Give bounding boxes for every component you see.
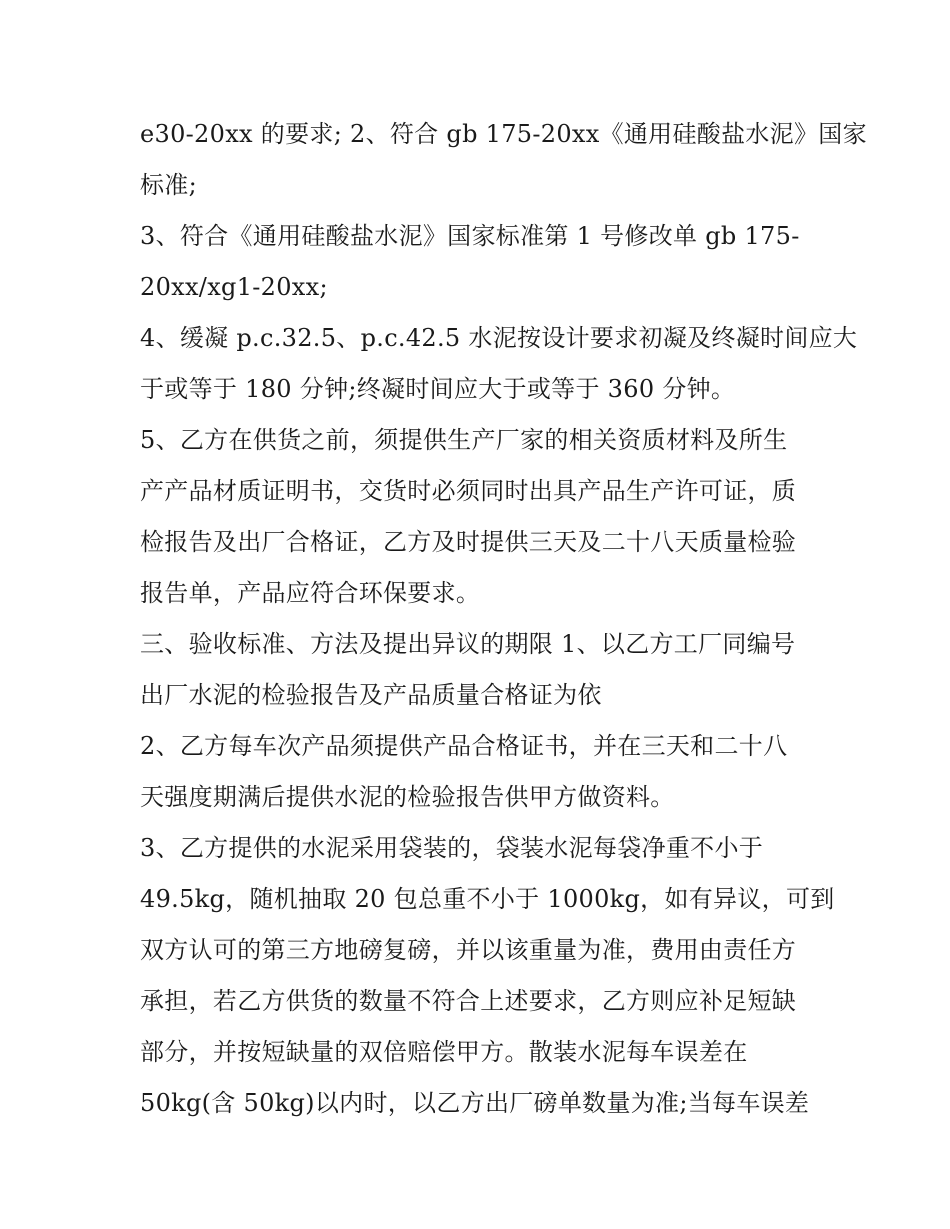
text-line: 产产品材质证明书，交货时必须同时出具产品生产许可证，质 — [140, 477, 797, 505]
text-line: 5、乙方在供货之前，须提供生产厂家的相关资质材料及所生 — [140, 426, 788, 454]
text-line: 三、验收标准、方法及提出异议的期限 1、以乙方工厂同编号 — [140, 630, 796, 658]
text-line: 标准; — [140, 171, 197, 199]
text-line: 2、乙方每车次产品须提供产品合格证书，并在三天和二十八 — [140, 732, 788, 760]
text-line: 天强度期满后提供水泥的检验报告供甲方做资料。 — [140, 783, 675, 811]
text-line: 3、符合《通用硅酸盐水泥》国家标准第 1 号修改单 gb 175- — [140, 222, 800, 250]
text-line: 检报告及出厂合格证，乙方及时提供三天及二十八天质量检验 — [140, 528, 797, 556]
text-line: e30-20xx 的要求; 2、符合 gb 175-20xx《通用硅酸盐水泥》国家 — [140, 120, 867, 148]
document-body — [140, 109, 867, 1129]
text-line: 3、乙方提供的水泥采用袋装的，袋装水泥每袋净重不小于 — [140, 834, 764, 862]
text-line: 4、缓凝 p.c.32.5、p.c.42.5 水泥按设计要求初凝及终凝时间应大 — [140, 324, 858, 352]
text-line: 报告单，产品应符合环保要求。 — [140, 579, 481, 607]
text-line: 出厂水泥的检验报告及产品质量合格证为依 — [140, 681, 602, 709]
text-line: 部分，并按短缺量的双倍赔偿甲方。散装水泥每车误差在 — [140, 1038, 748, 1066]
text-line: 49.5kg，随机抽取 20 包总重不小于 1000kg，如有异议，可到 — [140, 885, 835, 913]
text-line: 双方认可的第三方地磅复磅，并以该重量为准，费用由责任方 — [140, 936, 797, 964]
text-line: 于或等于 180 分钟;终凝时间应大于或等于 360 分钟。 — [140, 375, 736, 403]
text-line: 50kg(含 50kg)以内时，以乙方出厂磅单数量为准;当每车误差 — [140, 1089, 810, 1117]
text-line: 20xx/xg1-20xx; — [140, 273, 328, 301]
text-line: 承担，若乙方供货的数量不符合上述要求，乙方则应补足短缺 — [140, 987, 797, 1015]
